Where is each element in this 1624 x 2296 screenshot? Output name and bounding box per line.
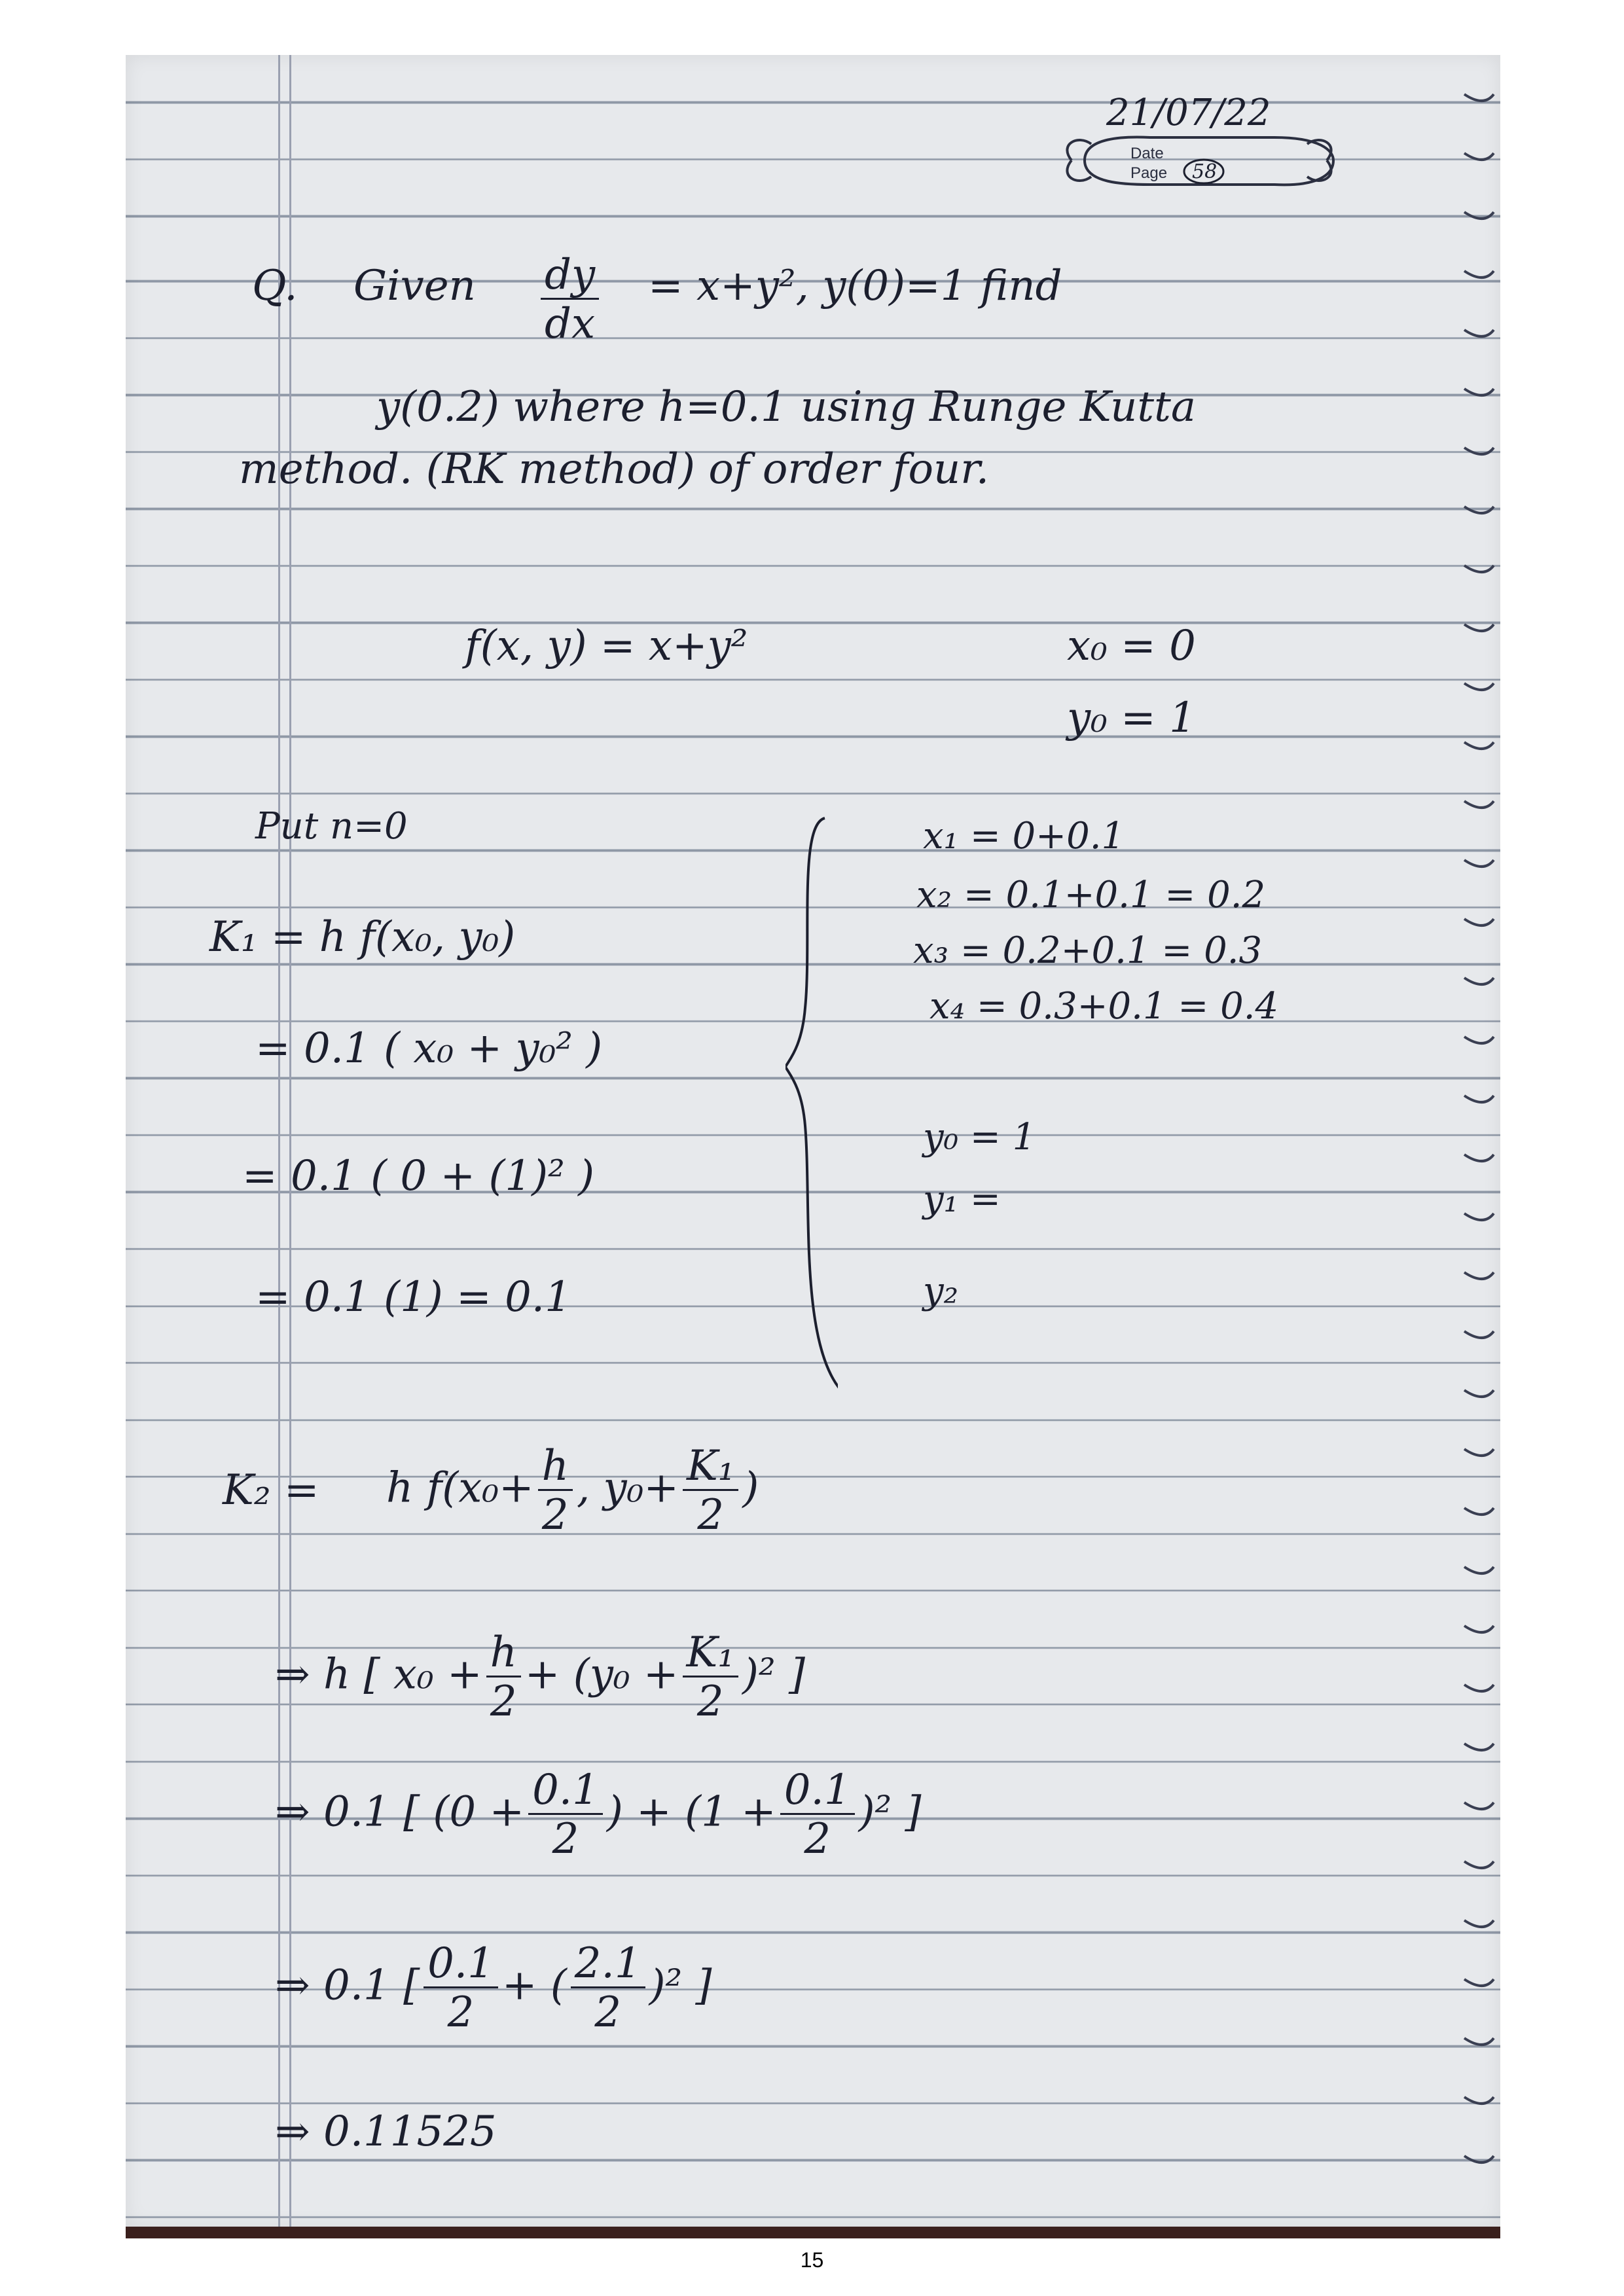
k2-l3-c: )² ] bbox=[858, 1787, 922, 1837]
k2-l4-b: + ( bbox=[501, 1961, 567, 2010]
side-y1: y₁ = bbox=[923, 1178, 1001, 1221]
question-line-2: y(0.2) where h=0.1 using Runge Kutta bbox=[376, 383, 1196, 431]
k2-line-2 bbox=[275, 1630, 805, 1725]
side-x1: x₁ = 0+0.1 bbox=[923, 815, 1125, 857]
side-x3: x₃ = 0.2+0.1 = 0.3 bbox=[913, 929, 1263, 972]
question-line-3: method. (RK method) of order four. bbox=[239, 445, 990, 493]
page-number: 15 bbox=[800, 2248, 824, 2272]
spiral-binding bbox=[1461, 55, 1500, 2227]
question-label: Q. bbox=[252, 262, 298, 310]
margin-line-left bbox=[278, 55, 280, 2227]
k2-l1-a: h f(x₀+ bbox=[386, 1463, 534, 1513]
handwritten-date: 21/07/22 bbox=[1106, 92, 1271, 134]
k2-l1-two: 2 bbox=[541, 1491, 569, 1540]
dy-numerator: dy bbox=[541, 252, 599, 300]
k2-l1-two-b: 2 bbox=[697, 1491, 725, 1540]
k2-line-4 bbox=[275, 1941, 712, 2036]
side-x4: x₄ = 0.3+0.1 = 0.4 bbox=[929, 985, 1279, 1028]
stamp-date-label: Date bbox=[1130, 145, 1164, 162]
k2-l1-k1: K₁ bbox=[683, 1443, 738, 1491]
k2-l1-c: ) bbox=[742, 1463, 759, 1513]
k2-l3-two: 2 bbox=[552, 1815, 579, 1864]
question-given: Given bbox=[353, 262, 476, 310]
k1-line-1: K₁ = h f(x₀, y₀) bbox=[209, 913, 516, 961]
paper-bottom-edge bbox=[126, 2227, 1500, 2238]
k2-l3-n1: 0.1 bbox=[528, 1767, 603, 1815]
side-y2: y₂ bbox=[923, 1270, 959, 1312]
k2-l1-h: h bbox=[538, 1443, 573, 1491]
put-n-zero: Put n=0 bbox=[255, 805, 408, 848]
k1-line-3: = 0.1 ( 0 + (1)² ) bbox=[242, 1152, 595, 1200]
dx-denominator: dx bbox=[545, 300, 596, 349]
initial-x0: x₀ = 0 bbox=[1067, 622, 1196, 670]
stamp-page-label: Page bbox=[1130, 164, 1168, 182]
k2-l2-c: )² ] bbox=[742, 1650, 805, 1699]
k2-l4-a: ⇒ 0.1 [ bbox=[275, 1961, 420, 2010]
k2-result: ⇒ 0.11525 bbox=[275, 2108, 497, 2156]
k2-l3-n2: 0.1 bbox=[780, 1767, 855, 1815]
k2-l2-h: h bbox=[486, 1630, 521, 1677]
k2-l3-b: ) + (1 + bbox=[606, 1787, 776, 1837]
k2-label: K₂ = bbox=[223, 1466, 319, 1515]
k2-line-3 bbox=[275, 1767, 922, 1863]
stamp-page-number: 58 bbox=[1192, 160, 1218, 183]
k2-l4-two-b: 2 bbox=[594, 1988, 622, 2037]
k1-line-4: = 0.1 (1) = 0.1 bbox=[255, 1273, 571, 1321]
k2-l3-a: ⇒ 0.1 [ (0 + bbox=[275, 1787, 525, 1837]
k2-l2-two: 2 bbox=[490, 1677, 517, 1727]
curly-brace bbox=[785, 812, 838, 1401]
k2-l4-n2: 2.1 bbox=[571, 1941, 645, 1988]
date-page-stamp bbox=[1058, 131, 1340, 190]
initial-y0: y₀ = 1 bbox=[1067, 694, 1196, 742]
k1-line-2: = 0.1 ( x₀ + y₀² ) bbox=[255, 1024, 603, 1073]
side-x2: x₂ = 0.1+0.1 = 0.2 bbox=[916, 874, 1266, 916]
margin-line-right bbox=[289, 55, 291, 2227]
k2-l3-two-b: 2 bbox=[804, 1815, 831, 1864]
side-y0: y₀ = 1 bbox=[923, 1116, 1036, 1158]
k2-l4-two: 2 bbox=[447, 1988, 475, 2037]
k2-l2-two-b: 2 bbox=[696, 1677, 724, 1727]
k2-l4-n1: 0.1 bbox=[424, 1941, 498, 1988]
k2-l4-c: )² ] bbox=[649, 1961, 712, 2010]
derivative-fraction bbox=[537, 252, 603, 348]
k2-l2-k1: K₁ bbox=[683, 1630, 738, 1677]
k2-l2-a: ⇒ h [ x₀ + bbox=[275, 1650, 482, 1699]
function-definition: f(x, y) = x+y² bbox=[465, 622, 748, 670]
k2-l1-b: , y₀+ bbox=[576, 1463, 679, 1513]
k2-l2-b: + (y₀ + bbox=[524, 1650, 679, 1699]
k2-line-1 bbox=[386, 1443, 759, 1539]
question-equation: = x+y², y(0)=1 find bbox=[648, 262, 1062, 310]
